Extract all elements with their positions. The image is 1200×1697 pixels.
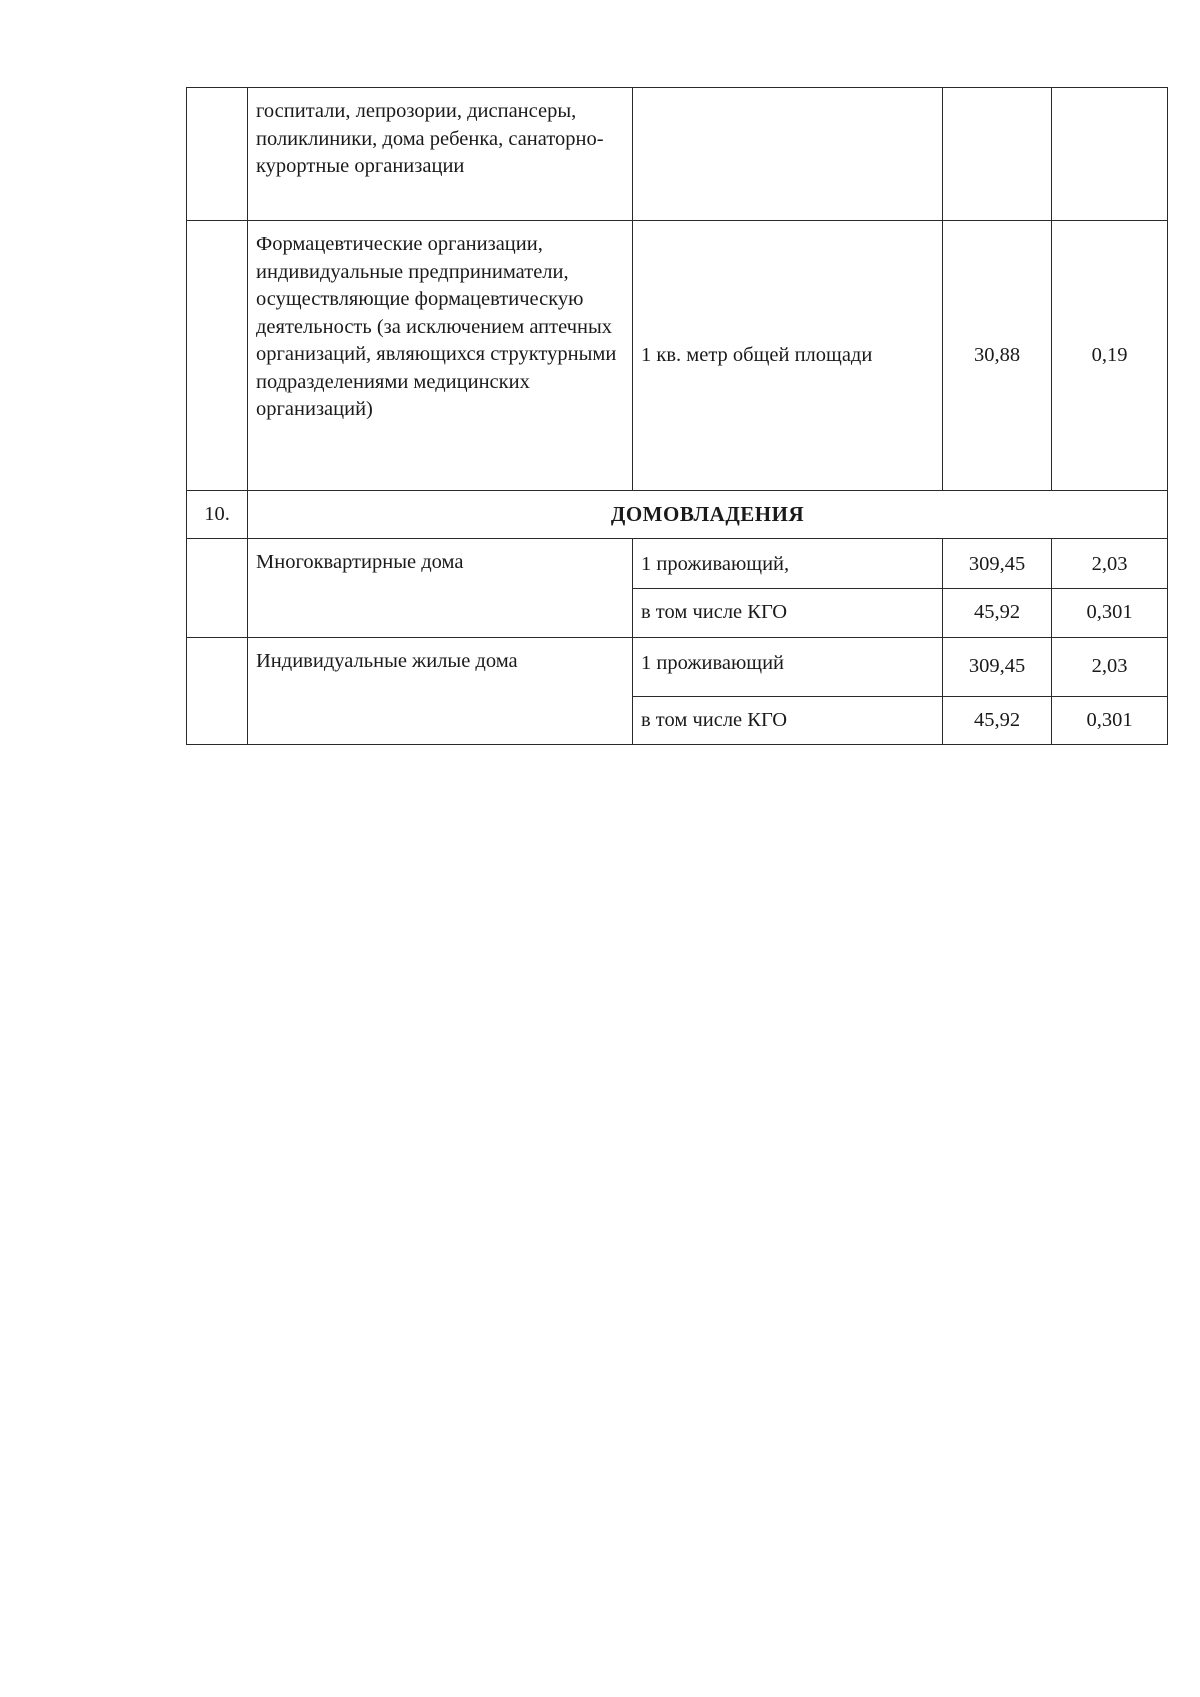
calculation-unit: в том числе КГО <box>633 589 943 638</box>
table-row <box>187 539 1168 589</box>
norm-value-1: 45,92 <box>943 589 1052 638</box>
norm-value-2: 2,03 <box>1052 539 1168 589</box>
calculation-unit: в том числе КГО <box>633 697 943 745</box>
norm-value-1: 30,88 <box>943 221 1052 491</box>
norm-value-2: 0,301 <box>1052 589 1168 638</box>
section-title: ДОМОВЛАДЕНИЯ <box>248 491 1168 539</box>
norm-value-1: 309,45 <box>943 638 1052 697</box>
calculation-unit: 1 кв. метр общей площади <box>633 221 943 491</box>
category-name: Индивидуальные жилые дома <box>248 638 633 745</box>
section-number: 10. <box>187 491 248 539</box>
calculation-unit: 1 проживающий, <box>633 539 943 589</box>
table-row <box>187 221 1168 491</box>
norms-table <box>186 87 1168 745</box>
category-name: Формацевтические организации, индивидуальные предприниматели, осуществляющие формацевтическую деятельность (за исключением аптечных организаций, являющихся структурными подразделениями медицинских организаций) <box>248 221 633 491</box>
norm-value-2: 0,301 <box>1052 697 1168 745</box>
norm-value-2: 0,19 <box>1052 221 1168 491</box>
norm-value-2 <box>1052 88 1168 221</box>
norm-value-2: 2,03 <box>1052 638 1168 697</box>
row-number <box>187 221 248 491</box>
calculation-unit <box>633 88 943 221</box>
norm-value-1 <box>943 88 1052 221</box>
section-row <box>187 491 1168 539</box>
calculation-unit: 1 проживающий <box>633 638 943 697</box>
norm-value-1: 309,45 <box>943 539 1052 589</box>
category-name: Многоквартирные дома <box>248 539 633 638</box>
table-row <box>187 638 1168 697</box>
table-row <box>187 88 1168 221</box>
norm-value-1: 45,92 <box>943 697 1052 745</box>
row-number <box>187 88 248 221</box>
category-name: госпитали, лепрозории, диспансеры, поликлиники, дома ребенка, санаторно-курортные организации <box>248 88 633 221</box>
row-number <box>187 638 248 745</box>
row-number <box>187 539 248 638</box>
